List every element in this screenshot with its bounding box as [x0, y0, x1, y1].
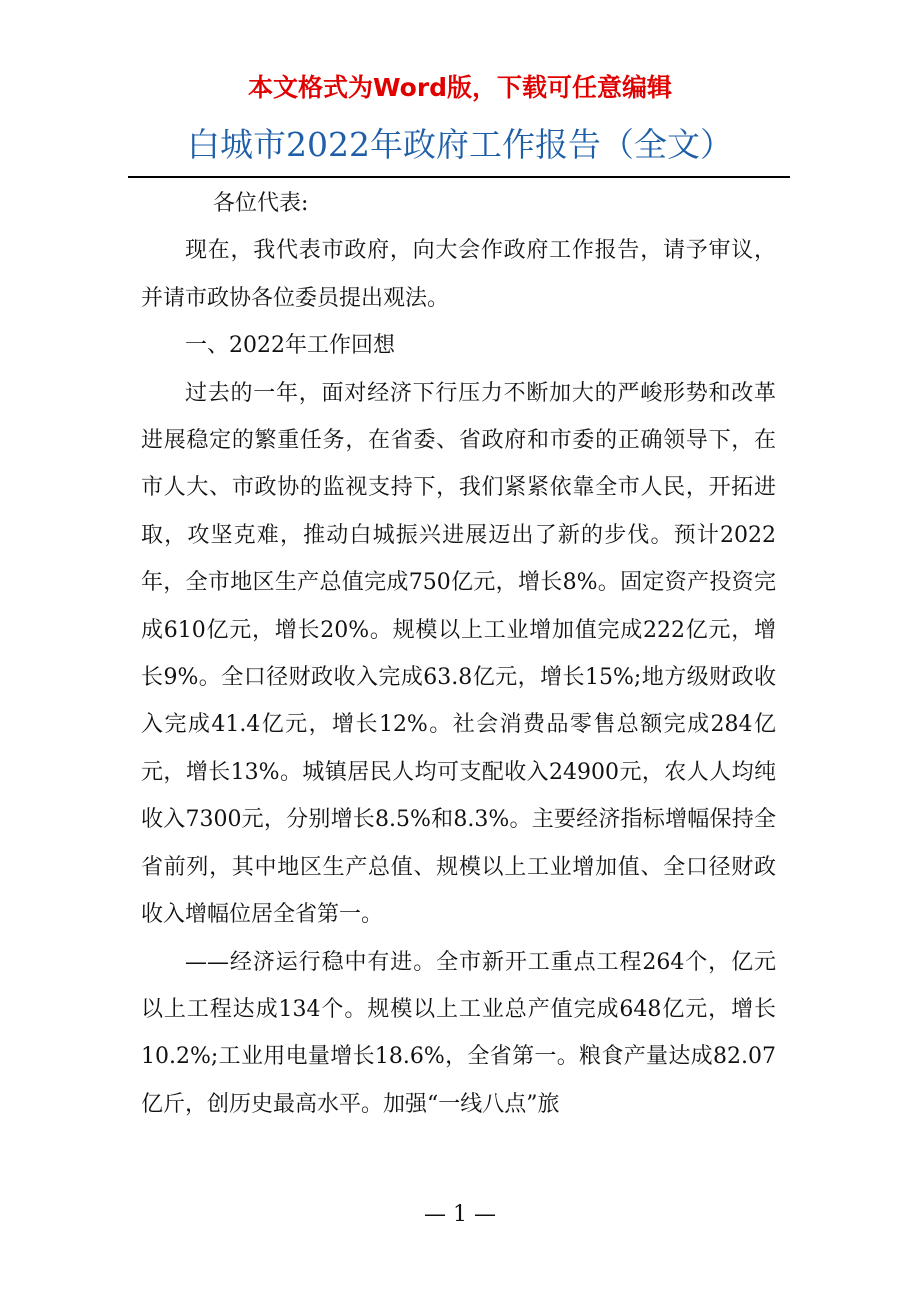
page-number: — 1 — — [424, 1202, 496, 1227]
paragraph-intro: 现在，我代表市政府，向大会作政府工作报告，请予审议，并请市政协各位委员提出观法。 — [141, 238, 776, 311]
paragraph-economy: ——经济运行稳中有进。全市新开工重点工程264个，亿元以上工程达成134个。规模以上工业总产值完成648亿元，增长10.2%;工业用电量增长18.6%，全省第一。粮食产量达成82.07亿斤，创历史最高水平。加强“一线八点”旅 — [141, 949, 776, 1117]
document-title: 白城市2022年政府工作报告（全文） — [187, 125, 733, 164]
salutation: 各位代表: — [213, 191, 309, 216]
paragraph-review: 过去的一年，面对经济下行压力不断加大的严峻形势和改革进展稳定的繁重任务，在省委、省政府和市委的正确领导下，在市人大、市政协的监视支持下，我们紧紧依靠全市人民，开拓进取，攻坚克难，推动白城振兴进展迈出了新的步伐。预计2022年，全市地区生产总值完成750亿元，增长8%。固定资产投资完成610亿元，增长20%。规模以上工业增加值完成222亿元，增长9%。全口径财政收入完成63.8亿元，增长15%;地方级财政收入完成41.4亿元，增长12%。社会消费品零售总额完成284亿元，增长13%。城镇居民人均可支配收入24900元，农人人均纯收入7300元，分别增长8.5%和8.3%。主要经济指标增幅保持全省前列，其中地区生产总值、规模以上工业增加值、全口径财政收入增幅位居全省第一。 — [141, 380, 776, 928]
section-heading: 一、2022年工作回想 — [185, 333, 395, 359]
title-divider — [128, 176, 790, 178]
download-banner: 本文格式为Word版，下载可任意编辑 — [247, 73, 673, 102]
document-body — [141, 180, 776, 1128]
